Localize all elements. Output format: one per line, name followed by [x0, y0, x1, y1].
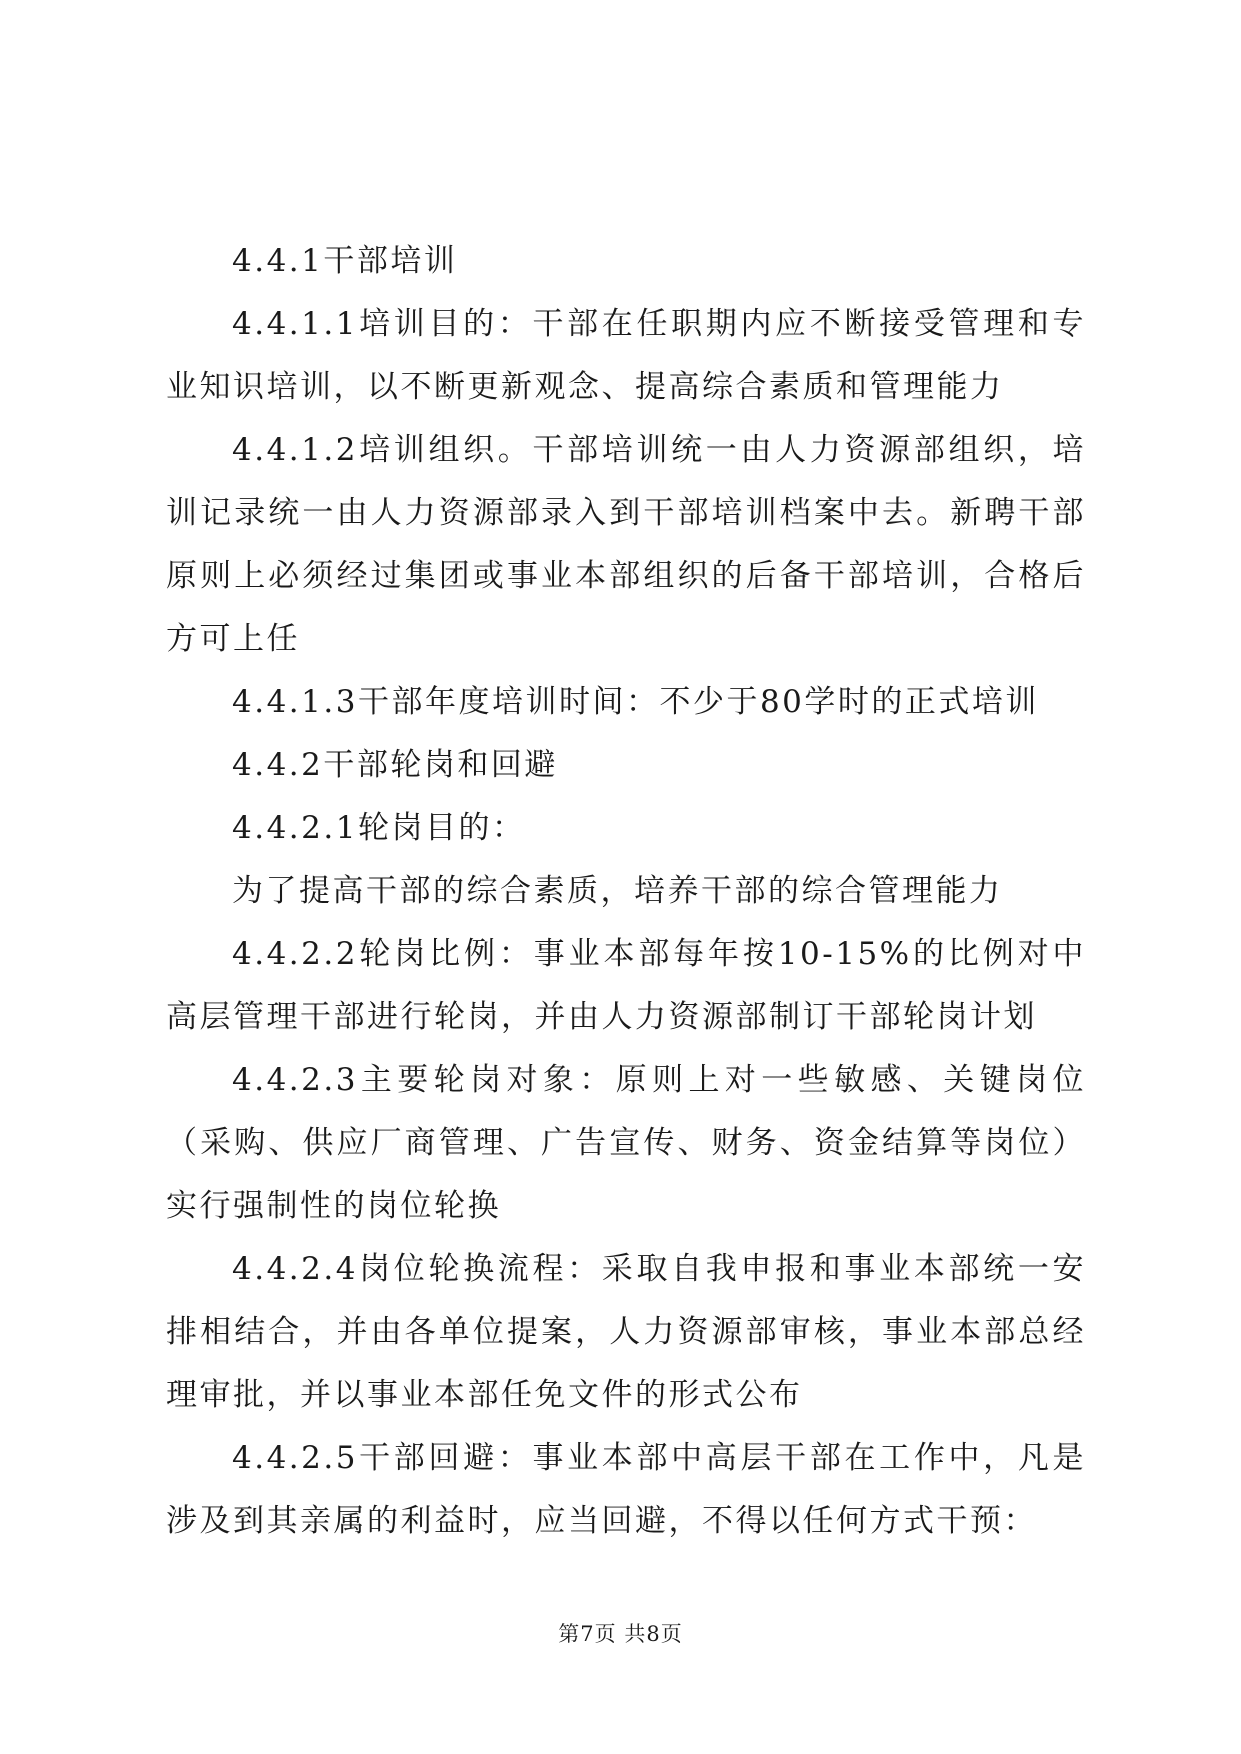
- document-body: [166, 230, 1086, 1553]
- paragraph-rotation-purpose-label: 4.4.2.1轮岗目的：: [232, 810, 526, 846]
- section-heading-4-4-2: 4.4.2干部轮岗和回避: [232, 747, 558, 783]
- paragraph-training-purpose: 4.4.1.1培训目的：干部在任职期内应不断接受管理和专业知识培训，以不断更新观念、提高综合素质和管理能力: [166, 306, 1086, 405]
- paragraph-cadre-recusal: 4.4.2.5干部回避：事业本部中高层干部在工作中，凡是涉及到其亲属的利益时，应当回避，不得以任何方式干预：: [166, 1440, 1086, 1539]
- paragraph-annual-training-time: 4.4.1.3干部年度培训时间：不少于80学时的正式培训: [232, 684, 1039, 720]
- page-footer: 第7页 共8页: [558, 1622, 683, 1646]
- section-heading-4-4-1: 4.4.1干部培训: [232, 243, 458, 279]
- paragraph-rotation-targets: 4.4.2.3主要轮岗对象：原则上对一些敏感、关键岗位（采购、供应厂商管理、广告宣传、财务、资金结算等岗位）实行强制性的岗位轮换: [166, 1062, 1086, 1224]
- paragraph-rotation-purpose-text: 为了提高干部的综合素质，培养干部的综合管理能力: [232, 873, 1003, 909]
- paragraph-rotation-process: 4.4.2.4岗位轮换流程：采取自我申报和事业本部统一安排相结合，并由各单位提案，人力资源部审核，事业本部总经理审批，并以事业本部任免文件的形式公布: [166, 1251, 1086, 1413]
- paragraph-rotation-ratio: 4.4.2.2轮岗比例：事业本部每年按10-15%的比例对中高层管理干部进行轮岗，并由人力资源部制订干部轮岗计划: [166, 936, 1086, 1035]
- paragraph-training-organization: 4.4.1.2培训组织。干部培训统一由人力资源部组织，培训记录统一由人力资源部录入到干部培训档案中去。新聘干部原则上必须经过集团或事业本部组织的后备干部培训，合格后方可上任: [166, 432, 1086, 657]
